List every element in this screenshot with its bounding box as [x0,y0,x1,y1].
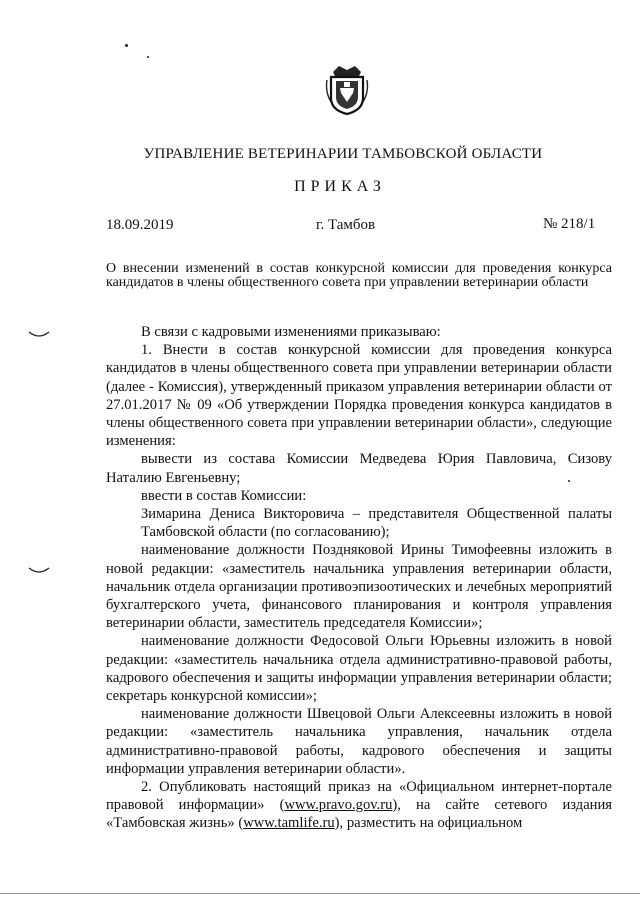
body-paragraph: ввести в состав Комиссии: [141,487,307,504]
document-date: 18.09.2019 [106,217,174,233]
scan-speck [147,56,149,58]
document-type-title: ПРИКАЗ [294,178,386,195]
document-subject: О внесении изменений в состав конкурсной комиссии для проведения конкурса кандидатов в члены общественного совета при управлении ветеринарии области [106,261,612,290]
body-paragraph: наименование должности Поздняковой Ирины Тимофеевны изложить в новой редакции: «заместитель начальника управления ветеринарии области, начальник отдела организации противоэпизоотических и лечебных мероприятий бухгалтерского учета, финансового планирования и контроля управления ветеринарии области, заместитель председателя Комиссии»; [106,542,612,632]
page-bottom-edge [0,893,640,894]
body-text: 2. Опубликовать настоящий приказ на «Официальном интернет-портале правовой информации» ( [106,779,612,814]
pravo-link[interactable]: www.pravo.gov.ru [284,797,393,814]
body-paragraph [106,778,612,833]
body-paragraph: наименование должности Швецовой Ольги Алексеевны изложить в новой редакции: «заместитель начальника управления, начальник отдела административно-правовой работы, кадрового обеспечения и защиты информации управления ветеринарии области». [106,706,612,777]
body-paragraph: 1. Внести в состав конкурсной комиссии для проведения конкурса кандидатов в члены общественного совета при управлении ветеринарии области (далее - Комиссия), утвержденный приказом управления ветеринарии области от 27.01.2017 № 09 «Об утверждении Порядка проведения конкурса кандидатов в члены общественного совета при управлении ветеринарии области», следующие изменения: [106,342,612,450]
scan-speck [568,480,570,482]
document-city: г. Тамбов [316,217,376,233]
coat-of-arms-emblem [325,62,369,116]
document-number: № 218/1 [543,216,596,232]
body-text: ), разместить на официальном [334,815,523,832]
body-paragraph: наименование должности Федосовой Ольги Юрьевны изложить в новой редакции: «заместитель начальника отдела административно-правовой работы, кадрового обеспечения и защиты информации управления ветеринарии области; секретарь конкурсной комиссии»; [106,633,612,705]
scan-speck [125,44,128,47]
body-text: ), на сайте сетевого издания «Тамбовская жизнь» ( [106,797,612,832]
margin-mark-icon [28,330,50,340]
document-body [106,323,612,833]
tamlife-link[interactable]: www.tamlife.ru [243,815,335,832]
body-paragraph: вывести из состава Комиссии Медведева Юрия Павловича, Сизову Наталию Евгеньевну; [106,451,612,486]
body-paragraph: Зимарина Дениса Викторовича – представителя Общественной палаты Тамбовской области (по согласованию); [141,506,612,541]
body-paragraph: В связи с кадровыми изменениями приказываю: [141,324,441,340]
margin-mark-icon [28,566,50,576]
organization-title: УПРАВЛЕНИЕ ВЕТЕРИНАРИИ ТАМБОВСКОЙ ОБЛАСТИ [143,146,543,162]
